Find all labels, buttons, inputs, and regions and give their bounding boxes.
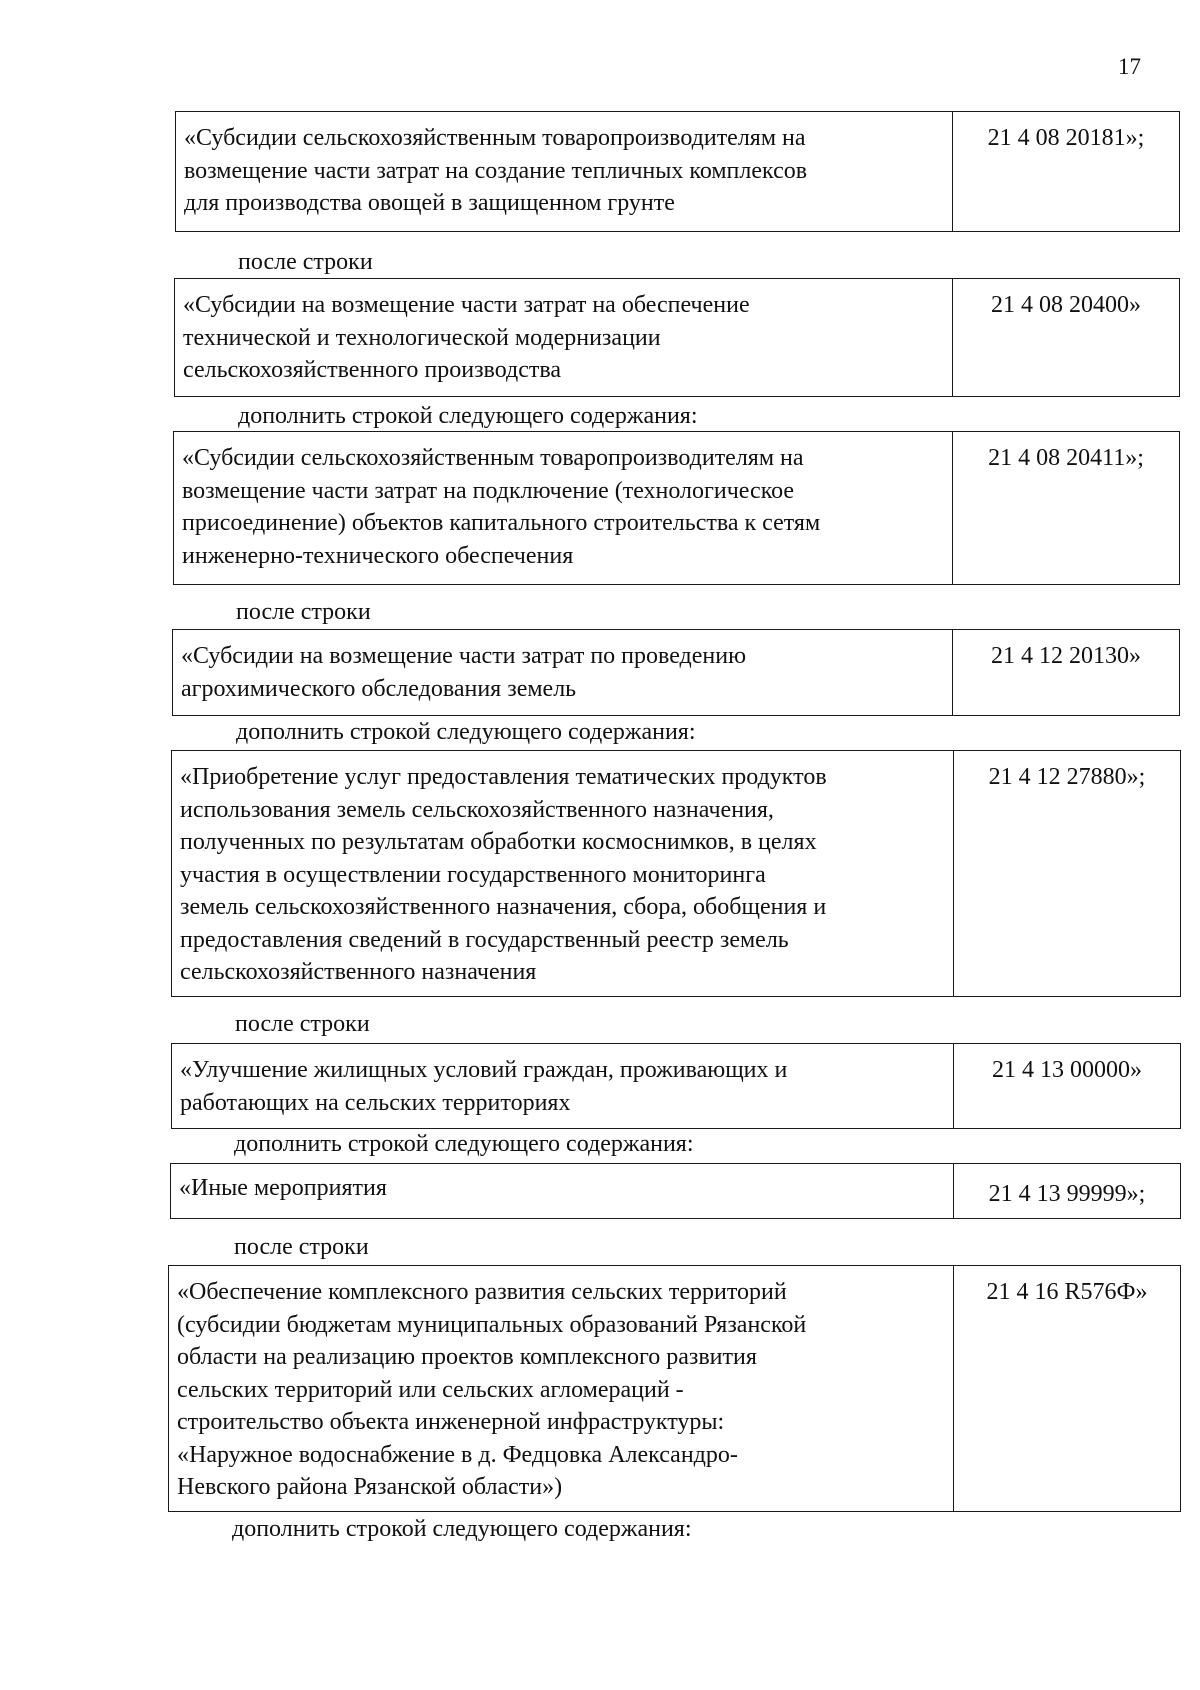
description-line: «Субсидии сельскохозяйственным товаропроизводителям на bbox=[182, 445, 804, 471]
row-description bbox=[176, 112, 953, 231]
instruction-after-row: после строки bbox=[234, 1234, 369, 1260]
row-description bbox=[172, 751, 954, 996]
row-description bbox=[175, 279, 953, 396]
table-row bbox=[175, 111, 1180, 232]
row-description bbox=[171, 1164, 954, 1218]
description-line: (субсидии бюджетам муниципальных образований Рязанской bbox=[177, 1311, 807, 1338]
row-code: 21 4 16 R576Ф» bbox=[986, 1279, 1148, 1305]
description-line: для производства овощей в защищенном грунте bbox=[184, 190, 675, 216]
description-line: строительство объекта инженерной инфраструктуры: bbox=[177, 1409, 725, 1435]
description-line: инженерно-технического обеспечения bbox=[182, 542, 574, 569]
description-line: сельских территорий или сельских агломераций - bbox=[177, 1376, 684, 1403]
instruction-after-row: после строки bbox=[238, 249, 373, 275]
table-row bbox=[171, 1043, 1181, 1129]
description-line: «Субсидии на возмещение части затрат по проведению bbox=[181, 643, 747, 669]
table-row bbox=[168, 1265, 1181, 1512]
description-line: «Наружное водоснабжение в д. Федцовка Александро- bbox=[177, 1441, 738, 1468]
instruction-add-row: дополнить строкой следующего содержания: bbox=[232, 1516, 692, 1542]
instruction-after-row: после строки bbox=[235, 1011, 370, 1037]
description-line: земель сельскохозяйственного назначения, сбора, обобщения и bbox=[180, 894, 827, 920]
row-code: 21 4 12 20130» bbox=[991, 643, 1141, 669]
description-line: Невского района Рязанской области») bbox=[177, 1474, 563, 1500]
table-row bbox=[172, 629, 1180, 716]
table-row bbox=[171, 750, 1181, 997]
description-line: использования земель сельскохозяйственного назначения, bbox=[180, 796, 774, 823]
instruction-add-row: дополнить строкой следующего содержания: bbox=[234, 1131, 694, 1157]
row-description bbox=[174, 432, 953, 584]
description-line: сельскохозяйственного производства bbox=[183, 357, 562, 383]
table-row bbox=[170, 1163, 1181, 1219]
row-code: 21 4 08 20181»; bbox=[987, 125, 1145, 151]
row-code: 21 4 12 27880»; bbox=[988, 764, 1146, 790]
description-line: «Иные мероприятия bbox=[179, 1175, 387, 1201]
description-line: «Обеспечение комплексного развития сельских территорий bbox=[177, 1279, 787, 1305]
table-row bbox=[173, 431, 1180, 585]
row-description bbox=[169, 1266, 954, 1511]
description-line: технической и технологической модернизации bbox=[183, 324, 661, 351]
row-code: 21 4 08 20400» bbox=[991, 292, 1141, 318]
description-line: «Субсидии на возмещение части затрат на обеспечение bbox=[183, 292, 750, 318]
description-line: «Улучшение жилищных условий граждан, проживающих и bbox=[180, 1057, 788, 1083]
description-line: возмещение части затрат на создание тепличных комплексов bbox=[184, 157, 808, 184]
description-line: присоединение) объектов капитального строительства к сетям bbox=[182, 510, 821, 536]
instruction-add-row: дополнить строкой следующего содержания: bbox=[236, 719, 696, 745]
table-row bbox=[174, 278, 1180, 397]
description-line: «Субсидии сельскохозяйственным товаропроизводителям на bbox=[184, 125, 806, 151]
description-line: работающих на сельских территориях bbox=[180, 1089, 571, 1116]
row-description bbox=[172, 1044, 954, 1128]
description-line: области на реализацию проектов комплексного развития bbox=[177, 1344, 757, 1370]
row-code: 21 4 13 99999»; bbox=[988, 1181, 1146, 1207]
row-code: 21 4 13 00000» bbox=[992, 1057, 1142, 1083]
description-line: возмещение части затрат на подключение (технологическое bbox=[182, 477, 795, 504]
page-number: 17 bbox=[1118, 54, 1141, 79]
description-line: «Приобретение услуг предоставления тематических продуктов bbox=[180, 764, 827, 790]
row-description bbox=[173, 630, 953, 715]
description-line: предоставления сведений в государственный реестр земель bbox=[180, 926, 789, 953]
instruction-add-row: дополнить строкой следующего содержания: bbox=[238, 403, 698, 429]
description-line: полученных по результатам обработки космоснимков, в целях bbox=[180, 829, 817, 855]
instruction-after-row: после строки bbox=[236, 599, 371, 625]
description-line: сельскохозяйственного назначения bbox=[180, 959, 537, 985]
row-code: 21 4 08 20411»; bbox=[988, 445, 1144, 471]
description-line: участия в осуществлении государственного мониторинга bbox=[180, 861, 766, 888]
description-line: агрохимического обследования земель bbox=[181, 675, 577, 702]
